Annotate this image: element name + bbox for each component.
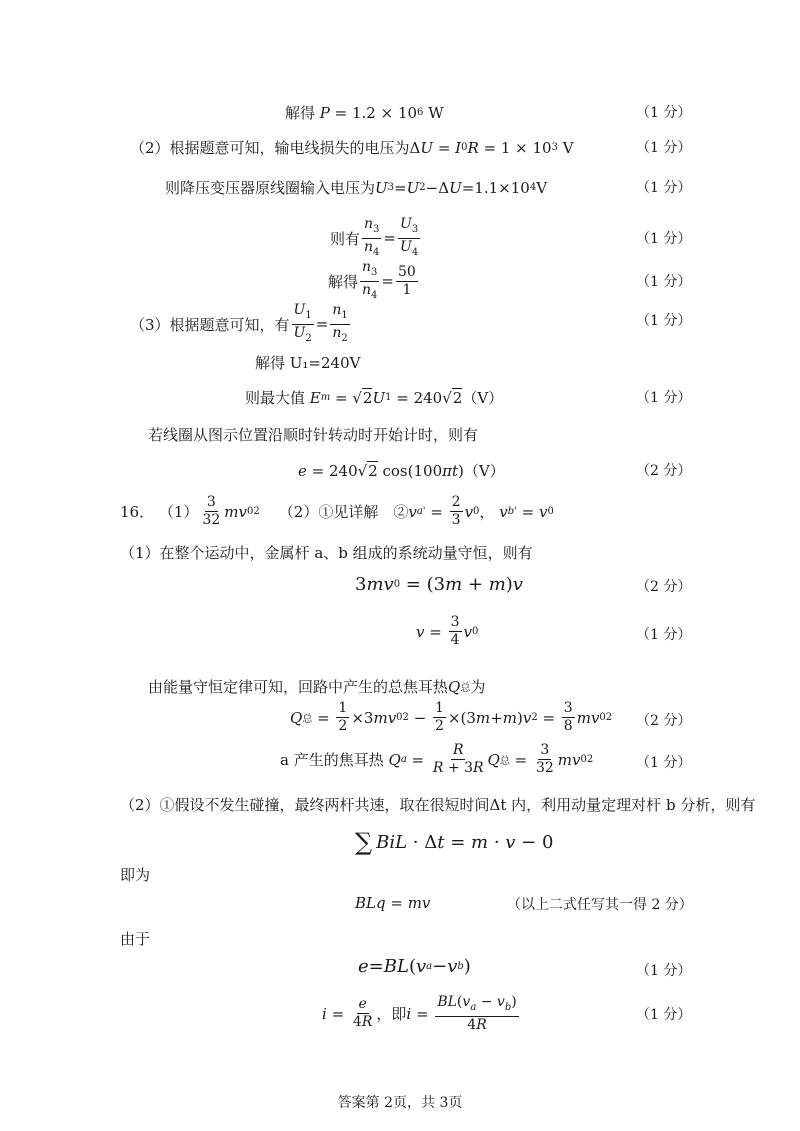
page-footer: 答案第 2页，共 3页: [337, 1095, 463, 1111]
label: a 产生的焦耳热: [280, 751, 384, 769]
answer-line-q16: 16． （1） $\frac{3}{32}$ mv 0 2 （2）①见详解 ② v a ' = $\frac{2}{3}$ v 0 ， v b ' = v 0: [120, 494, 554, 528]
answer-line-power: 解得 P = 1.2 × 10 6 W （1 分）: [285, 103, 692, 122]
answer-line-input-voltage: 则降压变压器原线圈输入电压为 U 3 = U 2 −Δ U =1.1×10 4 V （1 分）: [165, 178, 692, 197]
answer-line-eq-heat: Q 总 = $\frac{1}{2}$ ×3 mv 0 2 − $\frac{1}{2}$ ×(3 m + m ) v 2 = $\frac{3}{8}$ mv 0 2 （2 分）: [290, 700, 692, 734]
label: （3）根据题意可知，有: [130, 315, 290, 334]
note: （以上二式任写其一得 2 分）: [507, 897, 693, 913]
answer-line-part3: （3）根据题意可知，有 $\frac{U_1}{U_2}$ = $\frac{n_1}{n_2}$ （1 分）: [130, 302, 692, 344]
score: （1 分）: [636, 313, 692, 329]
score: （1 分）: [636, 180, 692, 196]
text: 由于: [120, 930, 151, 948]
score: （1 分）: [636, 140, 692, 156]
score: （1 分）: [636, 963, 692, 979]
label: 则降压变压器原线圈输入电压为: [165, 179, 376, 197]
score: （2 分）: [636, 463, 692, 479]
score: （1 分）: [636, 390, 692, 406]
unit: （V）: [462, 389, 504, 407]
answer-line-blq: BLq = mv （以上二式任写其一得 2 分）: [355, 894, 693, 913]
label: 则最大值: [245, 389, 306, 407]
question-number: 16．: [120, 503, 155, 521]
unit: （V）: [463, 462, 505, 480]
text: ，即: [376, 1005, 407, 1024]
text: 解得 U₁=240V: [255, 354, 361, 372]
answer-line-current: i = $\frac{e}{4R}$ ，即 i = $\frac{BL(v_a - v_b)}{4R}$ （1 分）: [322, 994, 692, 1033]
score: （2 分）: [636, 713, 692, 729]
answer-line-emf: e = 240√ 2 cos(100 πt ) （V） （2 分）: [298, 461, 692, 480]
answer-line-ratio-result: 解得 $\frac{n_3}{n_4}$ = $\frac{50}{1}$ （1 分）: [328, 259, 692, 301]
text: （2）①假设不发生碰撞，最终两杆共速，取在很短时间Δt 内，利用动量定理对杆 b 分析，则有: [120, 796, 756, 814]
score: （1 分）: [636, 1007, 692, 1023]
answer-line-impulse: ∑ BiL · Δ t = m · v − 0: [355, 828, 554, 856]
answer-line-emf2: e = BL ( v a − v b ) （1 分）: [358, 956, 692, 979]
answer-line-max-value: 则最大值 E m = √ 2 U 1 = 240√ 2 （V） （1 分）: [245, 388, 692, 407]
score: （1 分）: [636, 105, 692, 121]
answer-line-voltage-loss: （2）根据题意可知，输电线损失的电压为 Δ U = I 0 R = 1 × 10 3 V （1 分）: [130, 138, 692, 157]
label: （2）根据题意可知，输电线损失的电压为: [130, 139, 410, 157]
text: 由能量守恒定律可知，回路中产生的总焦耳热: [148, 678, 449, 696]
text: 若线圈从图示位置沿顺时针转动时开始计时，则有: [148, 426, 479, 444]
answer-line-eq-momentum: 3 mv 0 = (3 m + m ) v （2 分）: [355, 574, 692, 595]
score: （1 分）: [636, 231, 692, 247]
answer-line-velocity: v = $\frac{3}{4}$ v 0 （1 分）: [416, 614, 692, 648]
text: （1）在整个运动中，金属杆 a、b 组成的系统动量守恒，则有: [120, 544, 533, 562]
score: （1 分）: [636, 627, 692, 643]
answer-line-ratio: 则有 $\frac{n_3}{n_4}$ = $\frac{U_3}{U_4}$ （1 分）: [330, 216, 692, 258]
label: 则有: [330, 229, 361, 248]
text: 为: [470, 678, 486, 696]
score: （2 分）: [636, 579, 692, 595]
answer-line-energy: 由能量守恒定律可知，回路中产生的总焦耳热 Q 总 为: [148, 677, 486, 696]
text: 即为: [120, 866, 151, 884]
label: （1）: [158, 503, 199, 521]
label: 解得: [328, 272, 359, 291]
label: 解得: [285, 104, 316, 122]
score: （1 分）: [636, 755, 692, 771]
answer-line-heat-a: a 产生的焦耳热 Q a = $\frac{R}{R + 3R}$ Q 总 = $\frac{3}{32}$ mv 0 2 （1 分）: [280, 742, 692, 776]
score: （1 分）: [636, 274, 692, 290]
label: （2）①见详解 ②: [278, 503, 409, 521]
